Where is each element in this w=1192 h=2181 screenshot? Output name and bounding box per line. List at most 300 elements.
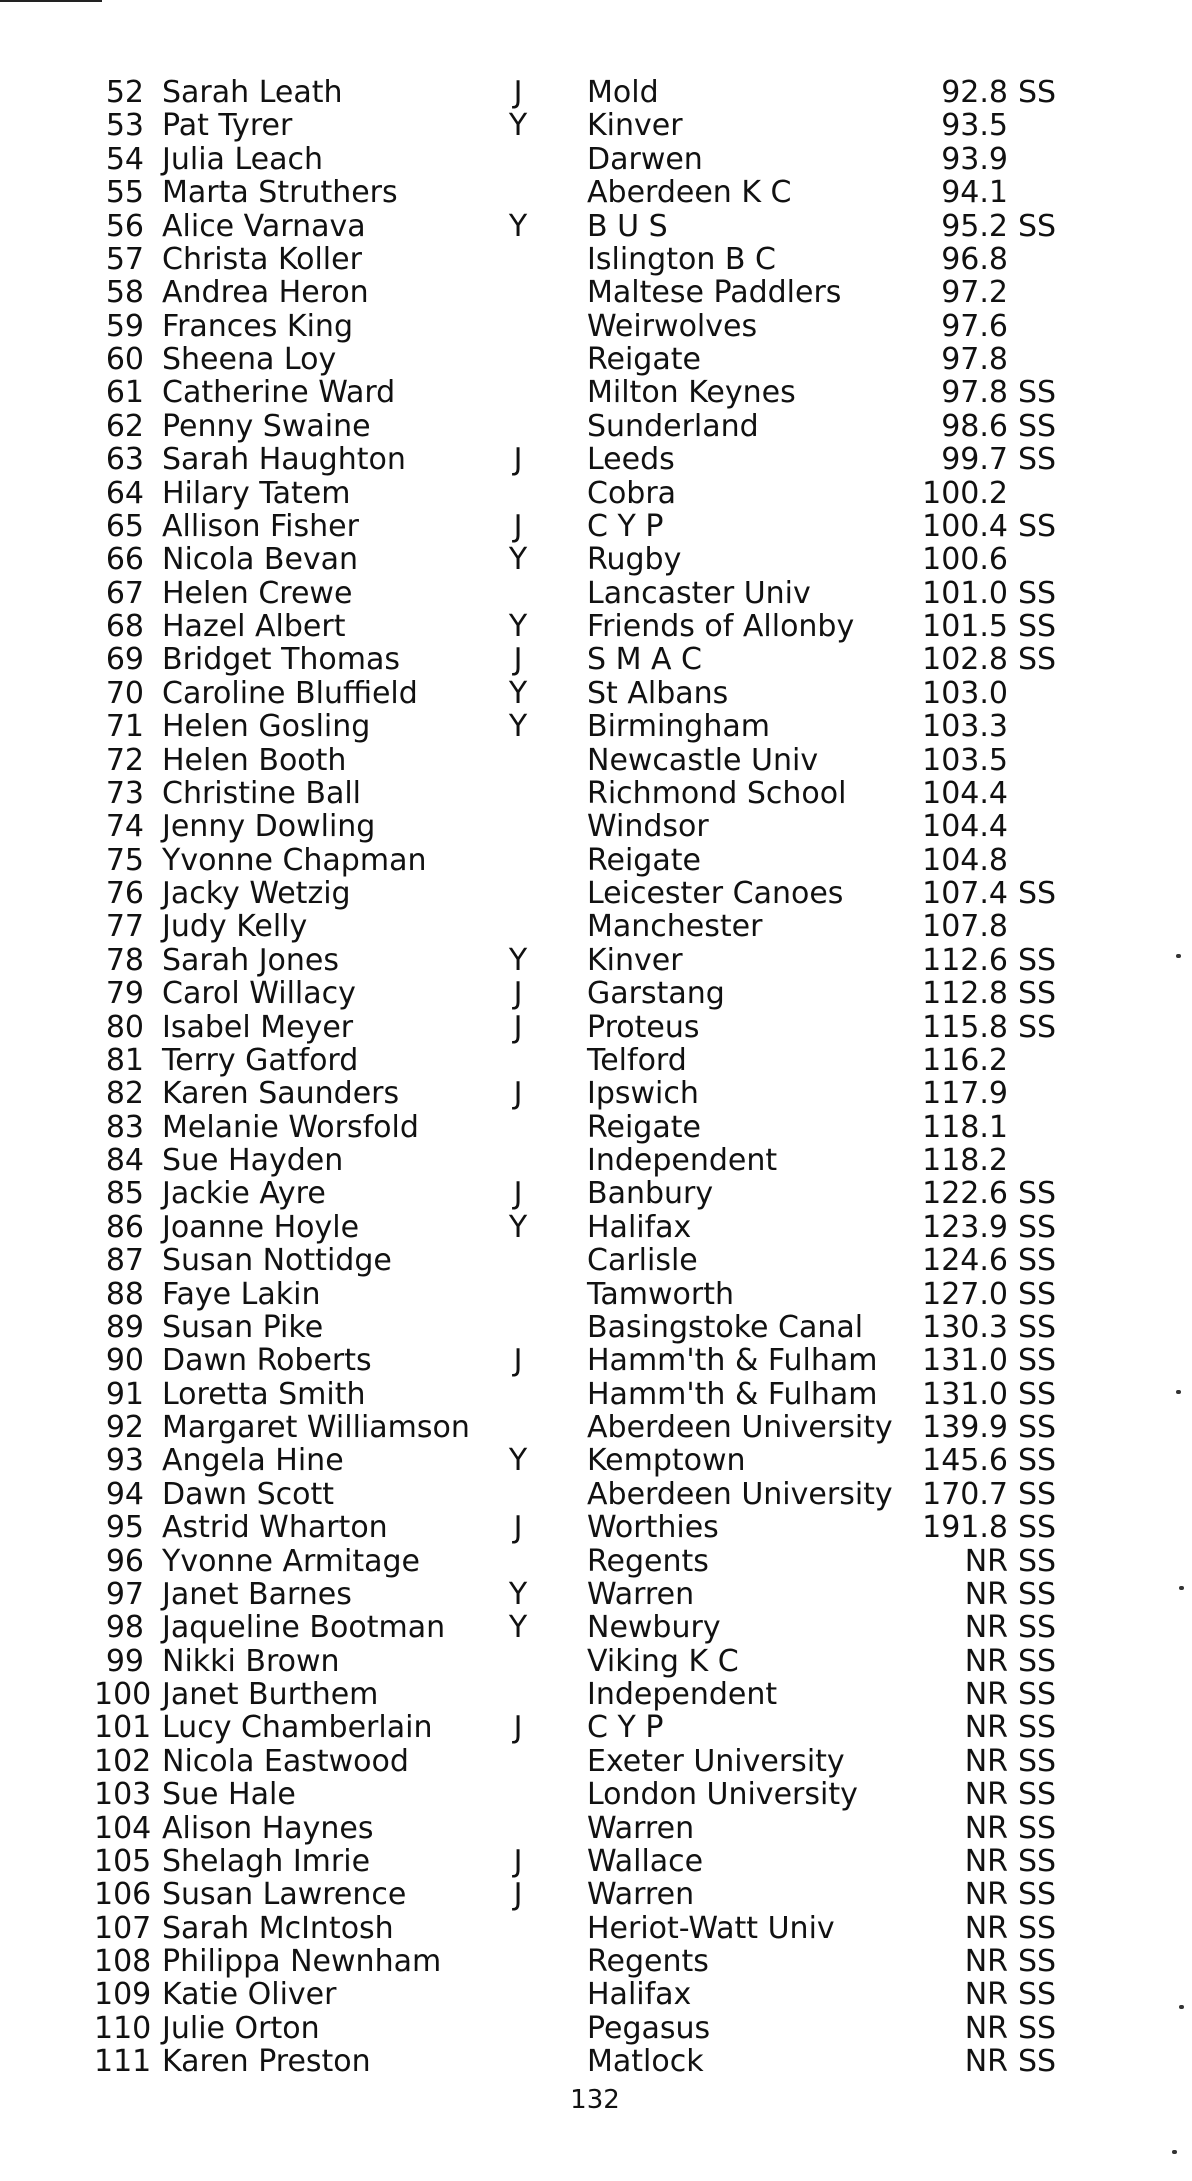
competitor-name: Jacky Wetzig <box>162 876 351 911</box>
result-note: SS <box>1018 1209 1057 1245</box>
competitor-name: Alice Varnava <box>162 208 366 244</box>
club-name: C Y P <box>587 1710 664 1746</box>
club-name: Kinver <box>587 942 683 978</box>
result-row <box>94 143 1114 176</box>
rank-cell: 87 <box>105 1243 144 1279</box>
rank-cell: 106 <box>94 1877 152 1913</box>
result-row <box>94 1845 1114 1878</box>
result-note: SS <box>1018 2044 1057 2080</box>
result-row <box>94 877 1114 910</box>
club-name: London University <box>587 1777 858 1813</box>
competitor-name: Shelagh Imrie <box>162 1843 371 1879</box>
result-time: 103.0 <box>922 675 1008 711</box>
competitor-name: Pat Tyrer <box>162 108 293 144</box>
result-time: 124.6 <box>922 1243 1008 1279</box>
result-row <box>94 1144 1114 1177</box>
rank-cell: 58 <box>105 275 144 311</box>
club-name: Telford <box>587 1042 687 1078</box>
result-time: 98.6 <box>941 408 1008 444</box>
rank-cell: 70 <box>105 675 144 711</box>
club-name: Aberdeen K C <box>587 175 792 211</box>
club-name: Cobra <box>587 475 677 511</box>
competitor-name: Karen Saunders <box>162 1076 400 1112</box>
rank-cell: 100 <box>94 1677 152 1712</box>
result-note: SS <box>1018 1576 1057 1612</box>
result-note: SS <box>1018 1777 1057 1813</box>
result-note: SS <box>1018 1443 1057 1479</box>
competitor-name: Susan Lawrence <box>162 1877 407 1913</box>
competitor-name: Julie Orton <box>162 2010 320 2046</box>
competitor-name: Julia Leach <box>162 141 323 177</box>
competitor-name: Christine Ball <box>162 775 361 811</box>
club-name: Halifax <box>587 1209 692 1245</box>
result-row <box>94 1011 1114 1044</box>
rank-cell: 84 <box>105 1143 144 1178</box>
result-row <box>94 1912 1114 1945</box>
result-row <box>94 1778 1114 1811</box>
competitor-name: Karen Preston <box>162 2044 371 2080</box>
scan-speck <box>1179 2005 1184 2009</box>
result-row <box>94 410 1114 443</box>
rank-cell: 86 <box>105 1209 144 1245</box>
rank-cell: 109 <box>94 1977 152 2013</box>
rank-cell: 105 <box>94 1843 152 1879</box>
competitor-name: Susan Pike <box>162 1309 324 1345</box>
result-time: 97.6 <box>941 308 1008 344</box>
result-note: SS <box>1018 1643 1057 1679</box>
result-row <box>94 1444 1114 1477</box>
category-code: Y <box>508 609 528 644</box>
result-time: 101.5 <box>922 609 1008 644</box>
category-code: Y <box>508 1443 528 1479</box>
club-name: Warren <box>587 1877 695 1913</box>
result-time: NR <box>964 1677 1008 1712</box>
result-time: 117.9 <box>922 1076 1008 1112</box>
competitor-name: Dawn Roberts <box>162 1343 372 1379</box>
result-row <box>94 1678 1114 1711</box>
club-name: Matlock <box>587 2044 704 2080</box>
competitor-name: Margaret Williamson <box>162 1410 470 1445</box>
competitor-name: Isabel Meyer <box>162 1009 354 1045</box>
category-code: J <box>513 508 523 544</box>
competitor-name: Carol Willacy <box>162 976 356 1012</box>
rank-cell: 54 <box>105 141 144 177</box>
club-name: Regents <box>587 1543 709 1579</box>
result-time: 94.1 <box>941 175 1008 211</box>
rank-cell: 89 <box>105 1309 144 1345</box>
club-name: Birmingham <box>587 709 770 745</box>
club-name: Friends of Allonby <box>587 609 855 644</box>
result-row <box>94 677 1114 710</box>
rank-cell: 99 <box>105 1643 144 1679</box>
result-note: SS <box>1018 1743 1057 1779</box>
category-code: J <box>513 1343 523 1379</box>
competitor-name: Jaqueline Bootman <box>162 1610 446 1646</box>
club-name: Hamm'th & Fulham <box>587 1376 878 1412</box>
result-note: SS <box>1018 1276 1057 1312</box>
competitor-name: Hilary Tatem <box>162 475 351 511</box>
result-time: NR <box>964 1777 1008 1813</box>
club-name: St Albans <box>587 675 729 711</box>
result-time: 95.2 <box>941 208 1008 244</box>
rank-cell: 85 <box>105 1176 144 1212</box>
result-row <box>94 810 1114 843</box>
result-time: 191.8 <box>922 1510 1008 1546</box>
competitor-name: Nicola Bevan <box>162 542 359 578</box>
rank-cell: 93 <box>105 1443 144 1479</box>
competitor-name: Nikki Brown <box>162 1643 340 1679</box>
competitor-name: Frances King <box>162 308 353 344</box>
rank-cell: 97 <box>105 1576 144 1612</box>
result-note: SS <box>1018 1309 1057 1345</box>
club-name: Leeds <box>587 442 675 478</box>
result-row <box>94 1711 1114 1744</box>
result-row <box>94 1511 1114 1544</box>
competitor-name: Susan Nottidge <box>162 1243 392 1279</box>
result-time: 139.9 <box>922 1410 1008 1445</box>
result-row <box>94 944 1114 977</box>
category-code: J <box>513 1510 523 1546</box>
result-time: 122.6 <box>922 1176 1008 1212</box>
category-code: J <box>513 1076 523 1112</box>
result-row <box>94 243 1114 276</box>
result-time: 123.9 <box>922 1209 1008 1245</box>
club-name: Weirwolves <box>587 308 758 344</box>
result-time: 131.0 <box>922 1376 1008 1412</box>
result-time: NR <box>964 1610 1008 1646</box>
result-note: SS <box>1018 1843 1057 1879</box>
result-note: SS <box>1018 642 1057 678</box>
competitor-name: Allison Fisher <box>162 508 359 544</box>
club-name: C Y P <box>587 508 664 544</box>
rank-cell: 56 <box>105 208 144 244</box>
result-time: 93.5 <box>941 108 1008 144</box>
result-time: 131.0 <box>922 1343 1008 1379</box>
competitor-name: Christa Koller <box>162 241 362 277</box>
competitor-name: Helen Crewe <box>162 575 353 611</box>
club-name: Banbury <box>587 1176 714 1212</box>
result-row <box>94 1077 1114 1110</box>
result-note: SS <box>1018 442 1057 478</box>
rank-cell: 74 <box>105 809 144 845</box>
result-time: 112.8 <box>922 976 1008 1012</box>
result-note: SS <box>1018 1543 1057 1579</box>
result-note: SS <box>1018 976 1057 1012</box>
club-name: Richmond School <box>587 775 847 811</box>
competitor-name: Andrea Heron <box>162 275 369 311</box>
competitor-name: Philippa Newnham <box>162 1944 442 1979</box>
club-name: Darwen <box>587 141 703 177</box>
result-note: SS <box>1018 1476 1057 1512</box>
result-note: SS <box>1018 1510 1057 1546</box>
result-time: 100.4 <box>922 508 1008 544</box>
result-row <box>94 1978 1114 2011</box>
club-name: Newcastle Univ <box>587 742 819 778</box>
result-note: SS <box>1018 1410 1057 1445</box>
result-note: SS <box>1018 1610 1057 1646</box>
competitor-name: Helen Booth <box>162 742 347 778</box>
result-note: SS <box>1018 1243 1057 1279</box>
result-row <box>94 276 1114 309</box>
rank-cell: 111 <box>94 2044 152 2080</box>
result-note: SS <box>1018 1710 1057 1746</box>
results-list <box>94 76 1114 2079</box>
club-name: Newbury <box>587 1610 721 1646</box>
result-time: 104.8 <box>922 842 1008 878</box>
result-row <box>94 477 1114 510</box>
result-note: SS <box>1018 942 1057 978</box>
category-code: Y <box>508 208 528 244</box>
result-row <box>94 1645 1114 1678</box>
rank-cell: 62 <box>105 408 144 444</box>
result-note: SS <box>1018 575 1057 611</box>
result-time: 97.8 <box>941 342 1008 377</box>
rank-cell: 75 <box>105 842 144 878</box>
scan-edge-line <box>0 0 102 2</box>
club-name: Maltese Paddlers <box>587 275 842 311</box>
result-time: 96.8 <box>941 241 1008 277</box>
result-row <box>94 1812 1114 1845</box>
rank-cell: 95 <box>105 1510 144 1546</box>
competitor-name: Faye Lakin <box>162 1276 321 1312</box>
result-note: SS <box>1018 1376 1057 1412</box>
result-time: NR <box>964 1643 1008 1679</box>
rank-cell: 60 <box>105 342 144 377</box>
result-note: SS <box>1018 1977 1057 2013</box>
club-name: Wallace <box>587 1843 704 1879</box>
result-row <box>94 210 1114 243</box>
competitor-name: Janet Burthem <box>162 1677 379 1712</box>
club-name: Viking K C <box>587 1643 739 1679</box>
competitor-name: Terry Gatford <box>162 1042 359 1078</box>
result-row <box>94 176 1114 209</box>
category-code: Y <box>508 1209 528 1245</box>
club-name: Manchester <box>587 909 763 945</box>
result-time: 103.5 <box>922 742 1008 778</box>
club-name: Exeter University <box>587 1743 845 1779</box>
result-row <box>94 910 1114 943</box>
club-name: Worthies <box>587 1510 719 1546</box>
rank-cell: 76 <box>105 876 144 911</box>
club-name: Lancaster Univ <box>587 575 811 611</box>
category-code: J <box>513 1843 523 1879</box>
competitor-name: Melanie Worsfold <box>162 1109 419 1145</box>
category-code: J <box>513 442 523 478</box>
result-note: SS <box>1018 876 1057 911</box>
competitor-name: Joanne Hoyle <box>162 1209 360 1245</box>
result-row <box>94 1244 1114 1277</box>
category-code: J <box>513 1176 523 1212</box>
result-row <box>94 543 1114 576</box>
club-name: Garstang <box>587 976 725 1012</box>
result-time: 102.8 <box>922 642 1008 678</box>
club-name: Aberdeen University <box>587 1410 893 1445</box>
rank-cell: 53 <box>105 108 144 144</box>
rank-cell: 61 <box>105 375 144 411</box>
result-note: SS <box>1018 1343 1057 1379</box>
result-time: 116.2 <box>922 1042 1008 1078</box>
competitor-name: Sue Hale <box>162 1777 296 1813</box>
club-name: Warren <box>587 1576 695 1612</box>
result-time: NR <box>964 1944 1008 1979</box>
category-code: J <box>513 1877 523 1913</box>
rank-cell: 64 <box>105 475 144 511</box>
result-time: 92.8 <box>941 75 1008 110</box>
competitor-name: Yvonne Armitage <box>162 1543 420 1579</box>
competitor-name: Jackie Ayre <box>162 1176 326 1212</box>
result-row <box>94 109 1114 142</box>
result-row <box>94 777 1114 810</box>
club-name: Regents <box>587 1944 709 1979</box>
result-row <box>94 1344 1114 1377</box>
competitor-name: Janet Barnes <box>162 1576 352 1612</box>
result-row <box>94 844 1114 877</box>
rank-cell: 102 <box>94 1743 152 1779</box>
rank-cell: 110 <box>94 2010 152 2046</box>
result-row <box>94 1545 1114 1578</box>
result-note: SS <box>1018 1009 1057 1045</box>
result-time: 97.2 <box>941 275 1008 311</box>
result-time: NR <box>964 1710 1008 1746</box>
competitor-name: Sarah Haughton <box>162 442 406 478</box>
club-name: Independent <box>587 1677 778 1712</box>
rank-cell: 104 <box>94 1810 152 1846</box>
result-row <box>94 510 1114 543</box>
rank-cell: 96 <box>105 1543 144 1579</box>
result-time: 104.4 <box>922 809 1008 845</box>
result-row <box>94 1945 1114 1978</box>
rank-cell: 92 <box>105 1410 144 1445</box>
result-time: 127.0 <box>922 1276 1008 1312</box>
competitor-name: Sheena Loy <box>162 342 337 377</box>
result-row <box>94 2045 1114 2078</box>
rank-cell: 90 <box>105 1343 144 1379</box>
rank-cell: 83 <box>105 1109 144 1145</box>
scan-speck <box>1176 954 1181 958</box>
club-name: Pegasus <box>587 2010 711 2046</box>
result-time: 104.4 <box>922 775 1008 811</box>
result-time: NR <box>964 1576 1008 1612</box>
club-name: Reigate <box>587 342 701 377</box>
rank-cell: 67 <box>105 575 144 611</box>
rank-cell: 79 <box>105 976 144 1012</box>
competitor-name: Catherine Ward <box>162 375 396 411</box>
club-name: Sunderland <box>587 408 759 444</box>
competitor-name: Caroline Bluffield <box>162 675 418 711</box>
competitor-name: Sue Hayden <box>162 1143 344 1178</box>
result-time: 103.3 <box>922 709 1008 745</box>
result-row <box>94 744 1114 777</box>
rank-cell: 66 <box>105 542 144 578</box>
category-code: Y <box>508 542 528 578</box>
category-code: Y <box>508 1610 528 1646</box>
result-note: SS <box>1018 75 1057 110</box>
result-time: 97.8 <box>941 375 1008 411</box>
result-row <box>94 1611 1114 1644</box>
club-name: Proteus <box>587 1009 700 1045</box>
competitor-name: Sarah Leath <box>162 75 343 110</box>
result-time: 118.2 <box>922 1143 1008 1178</box>
category-code: J <box>513 1009 523 1045</box>
rank-cell: 69 <box>105 642 144 678</box>
result-time: 115.8 <box>922 1009 1008 1045</box>
result-note: SS <box>1018 1877 1057 1913</box>
result-row <box>94 1278 1114 1311</box>
result-time: NR <box>964 1843 1008 1879</box>
club-name: Reigate <box>587 842 701 878</box>
competitor-name: Jenny Dowling <box>162 809 376 845</box>
competitor-name: Sarah Jones <box>162 942 339 978</box>
club-name: Basingstoke Canal <box>587 1309 864 1345</box>
category-code: Y <box>508 709 528 745</box>
rank-cell: 94 <box>105 1476 144 1512</box>
competitor-name: Angela Hine <box>162 1443 344 1479</box>
club-name: Warren <box>587 1810 695 1846</box>
result-time: 130.3 <box>922 1309 1008 1345</box>
category-code: J <box>513 976 523 1012</box>
club-name: Islington B C <box>587 241 776 277</box>
rank-cell: 59 <box>105 308 144 344</box>
result-row <box>94 1378 1114 1411</box>
competitor-name: Marta Struthers <box>162 175 398 211</box>
rank-cell: 73 <box>105 775 144 811</box>
result-note: SS <box>1018 408 1057 444</box>
result-time: 145.6 <box>922 1443 1008 1479</box>
result-row <box>94 1411 1114 1444</box>
rank-cell: 91 <box>105 1376 144 1412</box>
rank-cell: 107 <box>94 1910 152 1946</box>
result-row <box>94 310 1114 343</box>
club-name: Mold <box>587 75 659 110</box>
result-row <box>94 577 1114 610</box>
category-code: J <box>513 75 523 110</box>
competitor-name: Penny Swaine <box>162 408 371 444</box>
result-time: 170.7 <box>922 1476 1008 1512</box>
club-name: Reigate <box>587 1109 701 1145</box>
result-row <box>94 1211 1114 1244</box>
rank-cell: 80 <box>105 1009 144 1045</box>
result-time: 101.0 <box>922 575 1008 611</box>
club-name: Milton Keynes <box>587 375 796 411</box>
competitor-name: Judy Kelly <box>162 909 308 945</box>
rank-cell: 98 <box>105 1610 144 1646</box>
result-time: NR <box>964 2010 1008 2046</box>
result-time: NR <box>964 1743 1008 1779</box>
result-note: SS <box>1018 609 1057 644</box>
page-number: 132 <box>570 2085 620 2115</box>
result-time: 93.9 <box>941 141 1008 177</box>
rank-cell: 72 <box>105 742 144 778</box>
result-note: SS <box>1018 508 1057 544</box>
rank-cell: 78 <box>105 942 144 978</box>
rank-cell: 103 <box>94 1777 152 1813</box>
competitor-name: Loretta Smith <box>162 1376 366 1412</box>
club-name: Heriot-Watt Univ <box>587 1910 835 1946</box>
result-note: SS <box>1018 1944 1057 1979</box>
competitor-name: Helen Gosling <box>162 709 371 745</box>
rank-cell: 81 <box>105 1042 144 1078</box>
result-row <box>94 710 1114 743</box>
club-name: B U S <box>587 208 668 244</box>
result-note: SS <box>1018 1176 1057 1212</box>
result-row <box>94 1311 1114 1344</box>
rank-cell: 101 <box>94 1710 152 1746</box>
competitor-name: Dawn Scott <box>162 1476 334 1512</box>
result-time: NR <box>964 1810 1008 1846</box>
club-name: Tamworth <box>587 1276 734 1312</box>
scan-speck <box>1179 1586 1184 1590</box>
club-name: Rugby <box>587 542 682 578</box>
